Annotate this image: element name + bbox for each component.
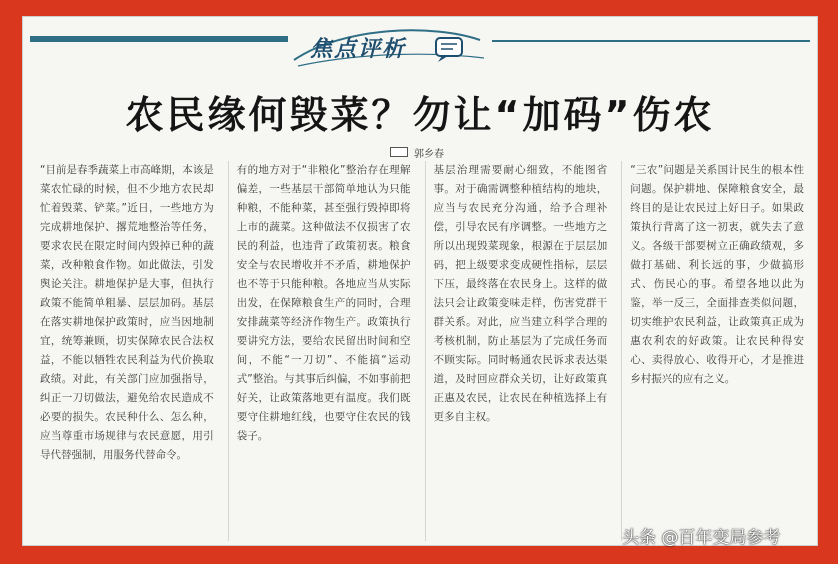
section-header (284, 22, 490, 74)
article-body (40, 161, 804, 541)
column-text: “三农”问题是关系国计民生的根本性问题。保护耕地、保障粮食安全，最终目的是让农民过上好日子。如果政策执行背离了这一初衷，就失去了意义。各级干部要树立正确政绩观，多做打基础、利长远的事，少做搞形式、伤民心的事。希望各地以此为鉴，举一反三，全面排查类似问题，切实维护农民利益，让政策真正成为惠农利农的好政策。让农民种得安心、卖得放心、收得开心，才是推进乡村振兴的应有之义。 (630, 164, 804, 385)
byline (390, 145, 444, 159)
column-text: 有的地方对于“非粮化”整治存在理解偏差，一些基层干部简单地认为只能种粮，不能种菜，甚至强行毁掉即将上市的蔬菜。这种做法不仅损害了农民的利益，也违背了政策初衷。粮食安全与农民增收并不矛盾，耕地保护也不等于只能种粮。各地应当从实际出发，在保障粮食生产的同时，合理安排蔬菜等经济作物生产。政策执行要讲究方法，要给农民留出时间和空间，不能“一刀切”、不能搞“运动式”整治。与其事后纠偏，不如事前把好关，让政策落地更有温度。我们既要守住耕地红线，也要守住农民的钱袋子。 (236, 164, 411, 442)
section-label: 焦点评析 (310, 37, 407, 62)
article-column (228, 161, 411, 541)
article-column (40, 161, 214, 541)
section-rule-right (492, 40, 810, 42)
article-column (425, 161, 608, 541)
article-column (621, 161, 804, 541)
byline-author: 郭乡春 (414, 148, 444, 160)
headline: 农民缘何毁菜？勿让“加码”伤农 (125, 93, 715, 137)
column-text: “目前是春季蔬菜上市高峰期，本该是菜农忙碌的时候，但不少地方农民却忙着毁菜、铲菜。”近日，一些地方为完成耕地保护、撂荒地整治等任务，要求农民在限定时间内毁掉已种的蔬菜，改种粮食作物。如此做法，引发舆论关注。耕地保护是大事，但执行政策不能简单粗暴、层层加码。基层在落实耕地保护政策时，应当因地制宜，统筹兼顾，切实保障农民合法权益，不能以牺牲农民利益为代价换取政绩。对此，有关部门应加强指导，纠正一刀切做法，避免给农民造成不必要的损失。农民种什么、怎么种，应当尊重市场规律与农民意愿，用引导代替强制，用服务代替命令。 (40, 164, 214, 461)
section-rule-left (30, 36, 288, 42)
watermark: 头条 @百年变局参考 (622, 528, 781, 548)
byline-box-icon (390, 147, 408, 157)
newspaper-clipping (22, 16, 818, 546)
column-text: 基层治理需要耐心细致，不能图省事。对于确需调整种植结构的地块，应当与农民充分沟通，给予合理补偿，引导农民有序调整。一些地方之所以出现毁菜现象，根源在于层层加码，把上级要求变成硬性指标，层层下压，最终落在农民身上。这样的做法只会让政策变味走样，伤害党群干群关系。对此，应当建立科学合理的考核机制，防止基层为了完成任务而不顾实际。同时畅通农民诉求表达渠道，及时回应群众关切，让好政策真正惠及农民，让农民在种植选择上有更多自主权。 (433, 164, 608, 423)
